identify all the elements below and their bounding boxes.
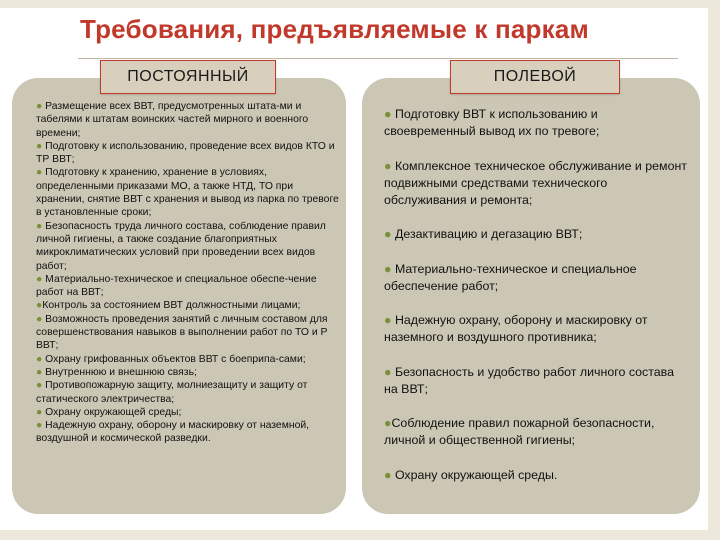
- bullet-icon: ●: [384, 416, 392, 430]
- list-item: ● Подготовку ВВТ к использованию и своевременный вывод их по тревоге;: [384, 107, 600, 138]
- list-item: ●Соблюдение правил пожарной безопасности, личной и общественной гигиены;: [384, 416, 655, 447]
- list-item: ● Охрану окружающей среды;: [36, 406, 182, 418]
- bullet-icon: ●: [36, 353, 43, 365]
- bullet-icon: ●: [36, 101, 43, 112]
- bullet-icon: ●: [384, 261, 392, 276]
- list-item: ● Безопасность и удобство работ личного состава на ВВТ;: [384, 364, 675, 396]
- bullet-icon: ●: [384, 107, 392, 121]
- list-item: ● Возможность проведения занятий с личным составом для совершенствования навыков в выполнении работ по ТО и Р ВВТ;: [36, 313, 328, 352]
- frame-bottom-bar: [0, 530, 720, 540]
- bullet-icon: ●: [36, 366, 43, 378]
- column-header-field: ПОЛЕВОЙ: [450, 60, 620, 94]
- frame-right-bar: [708, 0, 720, 540]
- bullet-icon: ●: [36, 140, 43, 152]
- bullet-icon: ●: [384, 364, 392, 379]
- bullet-icon: ●: [36, 273, 43, 285]
- bullet-icon: ●: [36, 380, 43, 392]
- bullet-icon: ●: [384, 313, 392, 327]
- list-item: ● Размещение всех ВВТ, предусмотренных штата-ми и табелями к штатам воинских частей мирного и военного времени;: [36, 101, 309, 139]
- permanent-requirements-list: [36, 100, 342, 446]
- list-item: ● Надежную охрану, оборону и маскировку от наземной, воздушной и космической разведки.: [36, 420, 310, 445]
- list-item: ● Дезактивацию и дегазацию ВВТ;: [384, 227, 583, 241]
- list-item: ● Материально-техническое и специальное обеспечение работ;: [384, 261, 637, 293]
- list-item: ● Комплексное техническое обслуживание и ремонт подвижными средствами технического обслуживания и ремонта;: [384, 158, 687, 207]
- bullet-icon: ●: [384, 227, 392, 241]
- list-item: ● Подготовку к хранению, хранение в условиях, определенными приказами МО, а также НТД, ТО при хранении, снятие ВВТ с хранения и вывод из парка по тревоге в установленные сроки;: [36, 167, 339, 219]
- list-item: ● Противопожарную защиту, молниезащиту и защиту от статического электричества;: [36, 380, 308, 405]
- column-header-permanent: ПОСТОЯННЫЙ: [100, 60, 276, 94]
- list-item: ● Надежную охрану, оборону и маскировку от наземного и воздушного противника;: [384, 313, 648, 344]
- list-item: ●Контроль за состоянием ВВТ должностными лицами;: [36, 300, 301, 312]
- bullet-icon: ●: [36, 167, 43, 179]
- list-item: ● Внутреннюю и внешнюю связь;: [36, 366, 197, 378]
- bullet-icon: ●: [36, 313, 43, 325]
- list-item: ● Безопасность труда личного состава, соблюдение правил личной гигиены, а также создание благоприятных микроклиматических условий при проведении всех видов работ;: [36, 220, 326, 272]
- bullet-icon: ●: [36, 406, 43, 418]
- bullet-icon: ●: [384, 467, 392, 482]
- bullet-icon: ●: [384, 158, 392, 173]
- list-item: ● Охрану окружающей среды.: [384, 467, 558, 482]
- frame-top-bar: [0, 0, 720, 8]
- list-item: ● Охрану грифованных объектов ВВТ с боеприпа-сами;: [36, 353, 306, 365]
- slide-title: Требования, предъявляемые к паркам: [80, 14, 589, 44]
- list-item: ● Материально-техническое и специальное обеспе-чение работ на ВВТ;: [36, 273, 317, 299]
- bullet-icon: ●: [36, 220, 43, 232]
- field-requirements-list: [384, 106, 690, 501]
- list-item: ● Подготовку к использованию, проведение всех видов КТО и ТР ВВТ;: [36, 140, 335, 166]
- bullet-icon: ●: [36, 300, 43, 312]
- bullet-icon: ●: [36, 420, 43, 432]
- title-divider: [78, 58, 678, 59]
